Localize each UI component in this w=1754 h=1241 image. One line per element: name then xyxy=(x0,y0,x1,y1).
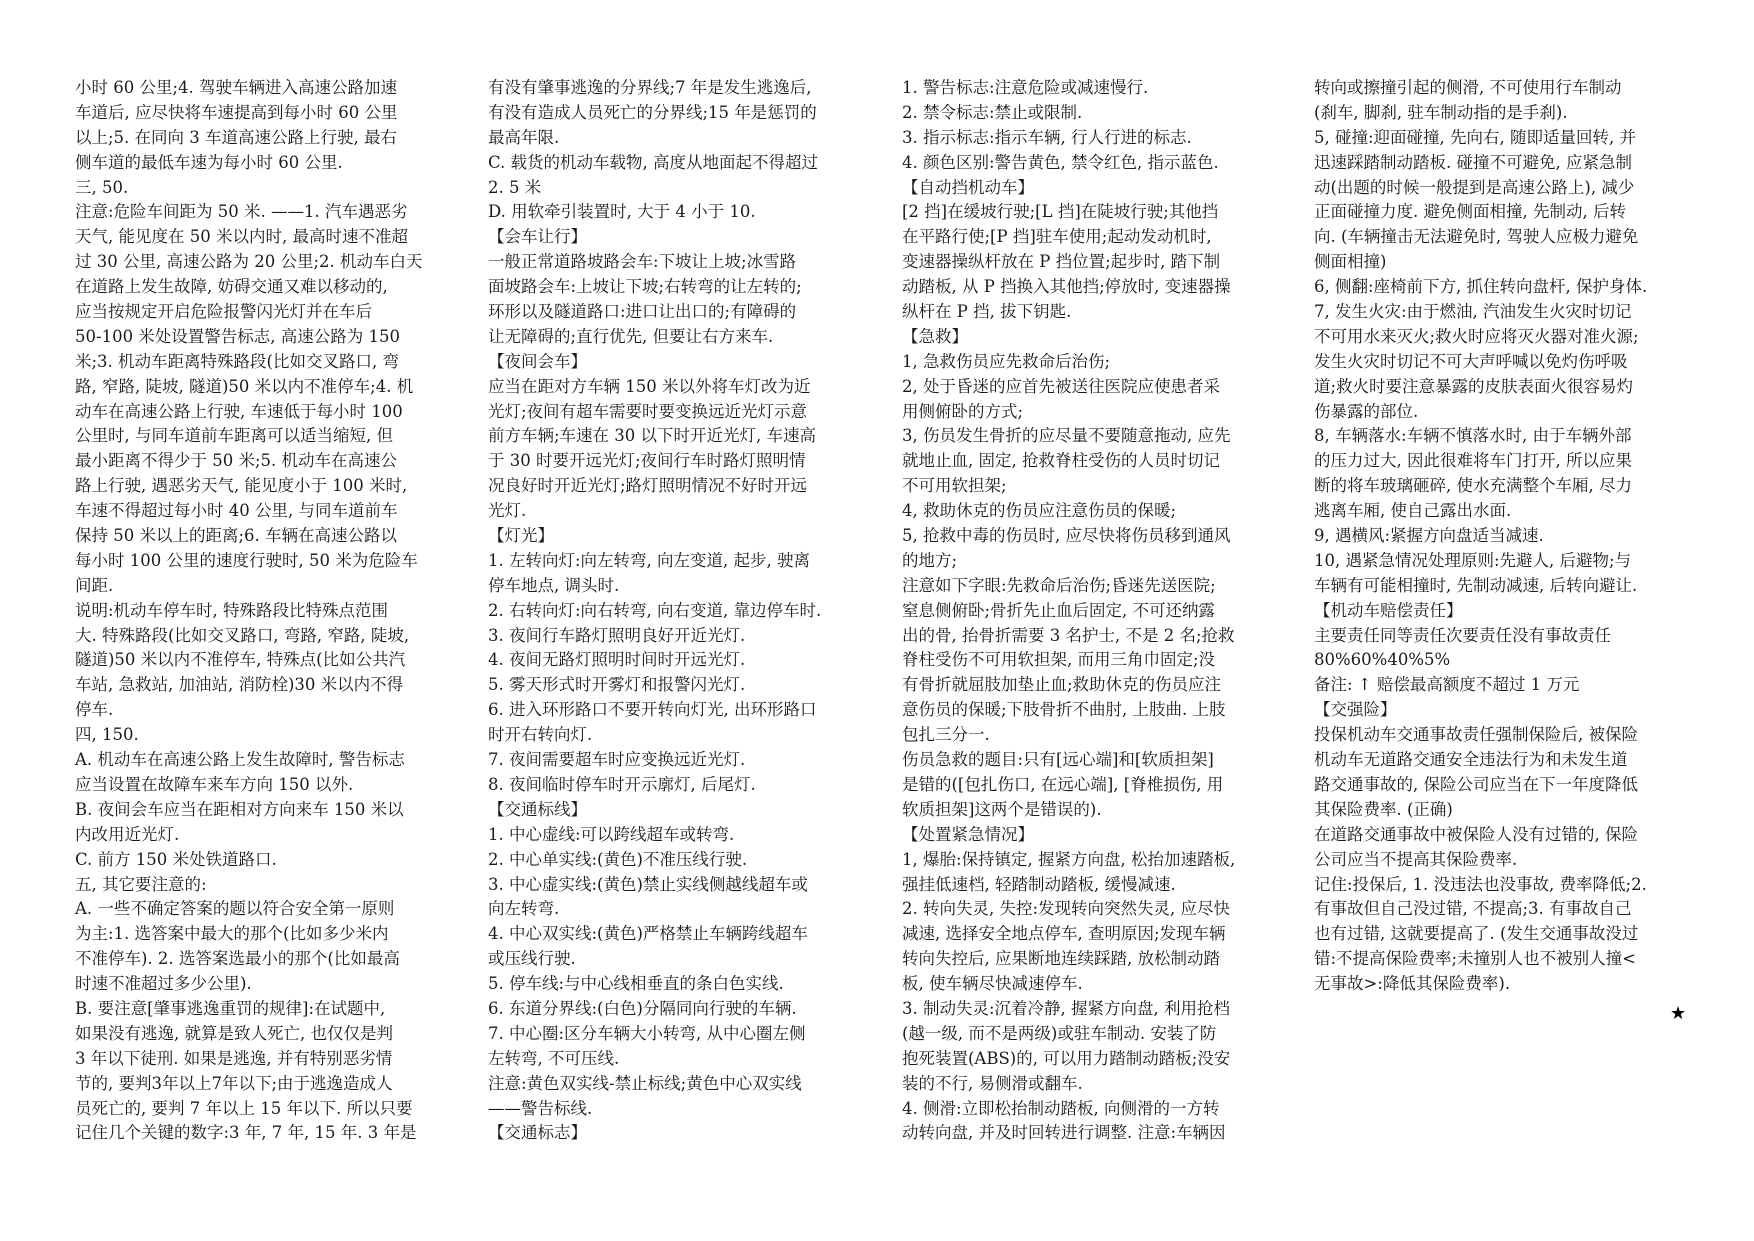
text-line: 装的不行, 易侧滑或翻车. xyxy=(902,1073,1083,1093)
text-line: D. 用软牵引装置时, 大于 4 小于 10. xyxy=(488,202,756,222)
text-line: 前方车辆;车速在 30 以下时开近光灯, 车速高 xyxy=(488,426,817,446)
text-line: 脊柱受伤不可用软担架, 而用三角巾固定;没 xyxy=(902,650,1216,670)
text-line: 3. 夜间行车路灯照明良好开近光灯. xyxy=(488,625,746,645)
text-line: 迅速踩踏制动踏板. 碰撞不可避免, 应紧急制 xyxy=(1314,152,1632,172)
text-line: 6. 东道分界线:(白色)分隔同向行驶的车辆. xyxy=(488,998,797,1018)
text-line: 时速不准超过多少公里). xyxy=(75,974,252,994)
text-line: 保持 50 米以上的距离;6. 车辆在高速公路以 xyxy=(75,526,398,546)
text-line: 动转向盘, 并及时回转进行调整. 注意:车辆因 xyxy=(902,1123,1226,1143)
text-line: 向. (车辆撞击无法避免时, 驾驶人应极力避免 xyxy=(1314,227,1639,247)
text-line: 2. 中心单实线:(黄色)不准压线行驶. xyxy=(488,849,748,869)
text-line: 四, 150. xyxy=(75,725,139,745)
text-line: 强挂低速档, 轻踏制动踏板, 缓慢减速. xyxy=(902,874,1176,894)
text-line: 5. 雾天形式时开雾灯和报警闪光灯. xyxy=(488,675,746,695)
text-line: 1. 警告标志:注意危险或减速慢行. xyxy=(902,78,1149,97)
text-line: 窒息侧俯卧;骨折先止血后固定, 不可还纳露 xyxy=(902,600,1216,620)
text-line: 侧车道的最低车速为每小时 60 公里. xyxy=(75,152,343,172)
text-line: 【处置紧急情况】 xyxy=(902,824,1034,844)
text-line: 伤暴露的部位. xyxy=(1314,401,1419,421)
text-line: 最高年限. xyxy=(488,127,560,147)
text-line: 有没有造成人员死亡的分界线;15 年是惩罚的 xyxy=(488,102,817,122)
text-line: 7. 夜间需要超车时应变换远近光灯. xyxy=(488,750,746,770)
text-line: 应当在距对方车辆 150 米以外将车灯改为近 xyxy=(488,376,811,396)
text-line: 2, 处于昏迷的应首先被送往医院应使患者采 xyxy=(902,376,1220,396)
text-line: 路上行驶, 遇恶劣天气, 能见度小于 100 米时, xyxy=(75,476,408,496)
text-line: 路, 窄路, 陡坡, 隧道)50 米以内不准停车;4. 机 xyxy=(75,376,414,396)
text-line: 【灯光】 xyxy=(488,526,554,546)
text-line: 9, 遇横风:紧握方向盘适当减速. xyxy=(1314,526,1544,546)
text-line: 不可用软担架; xyxy=(902,476,1007,496)
text-line: (刹车, 脚刹, 驻车制动指的是手刹). xyxy=(1314,102,1568,122)
text-line: 变速器操纵杆放在 P 挡位置;起步时, 踏下制 xyxy=(902,252,1221,272)
text-line: 4. 侧滑:立即松抬制动踏板, 向侧滑的一方转 xyxy=(902,1098,1220,1118)
text-line: 1. 左转向灯:向左转弯, 向左变道, 起步, 驶离 xyxy=(488,550,811,570)
text-line: 五, 其它要注意的: xyxy=(75,874,207,894)
text-line: 动踏板, 从 P 挡换入其他挡;停放时, 变速器操 xyxy=(902,277,1231,297)
text-line: 说明:机动车停车时, 特殊路段比特殊点范围 xyxy=(75,600,389,620)
text-line: C. 载货的机动车载物, 高度从地面起不得超过 xyxy=(488,152,819,172)
text-line: 发生火灾时切记不可大声呼喊以免灼伤呼吸 xyxy=(1314,351,1628,371)
text-line: 【交强险】 xyxy=(1314,700,1397,720)
text-line: 纵杆在 P 挡, 拔下钥匙. xyxy=(902,302,1072,322)
text-line: 车站, 急救站, 加油站, 消防栓)30 米以内不得 xyxy=(75,675,404,695)
text-line: 不可用水来灭火;救火时应将灭火器对准火源; xyxy=(1314,326,1639,346)
end-star-icon: ★ xyxy=(1670,1003,1687,1024)
text-line: 板, 使车辆尽快减速停车. xyxy=(902,974,1083,994)
text-line: 用侧俯卧的方式; xyxy=(902,401,1024,421)
text-line: 为主:1. 选答案中最大的那个(比如多少米内 xyxy=(75,924,389,944)
text-line: 动车在高速公路上行驶, 车速低于每小时 100 xyxy=(75,401,403,421)
text-line: 7. 中心圈:区分车辆大小转弯, 从中心圈左侧 xyxy=(488,1023,806,1043)
text-line: 于 30 时要开远光灯;夜间行车时路灯照明情 xyxy=(488,451,806,471)
text-line: 2. 禁令标志:禁止或限制. xyxy=(902,102,1083,122)
text-line: 4. 中心双实线:(黄色)严格禁止车辆跨线超车 xyxy=(488,924,808,944)
text-line: 公司应当不提高其保险费率. xyxy=(1314,849,1518,869)
text-line: 有没有肇事逃逸的分界线;7 年是发生逃逸后, xyxy=(488,78,812,97)
text-line: 转向失控后, 应果断地连续踩踏, 放松制动踏 xyxy=(902,949,1220,969)
text-line: 【夜间会车】 xyxy=(488,351,587,371)
text-line: 抱死装置(ABS)的, 可以用力踏制动踏板;没安 xyxy=(902,1048,1231,1068)
text-line: 左转弯, 不可压线. xyxy=(488,1048,620,1068)
text-line: 的压力过大, 因此很难将车门打开, 所以应果 xyxy=(1314,451,1632,471)
text-line: A. 一些不确定答案的题以符合安全第一原则 xyxy=(75,899,395,919)
text-line: 有事故但自己没过错, 不提高;3. 有事故自己 xyxy=(1314,899,1632,919)
text-line: 7, 发生火灾:由于燃油, 汽油发生火灾时切记 xyxy=(1314,302,1632,322)
text-line: 3 年以下徒刑. 如果是逃逸, 并有特别恶劣情 xyxy=(75,1048,393,1068)
text-line: 主要责任同等责任次要责任没有事故责任 xyxy=(1314,625,1611,645)
text-line: 1, 急救伤员应先救命后治伤; xyxy=(902,351,1111,371)
text-line: B. 要注意[肇事逃逸重罚的规律]:在试题中, xyxy=(75,998,386,1018)
text-line: 或压线行驶. xyxy=(488,949,576,969)
text-line: 减速, 选择安全地点停车, 查明原因;发现车辆 xyxy=(902,924,1226,944)
text-line: 转向或擦撞引起的侧滑, 不可使用行车制动 xyxy=(1314,78,1622,97)
text-line: 10, 遇紧急情况处理原则:先避人, 后避物;与 xyxy=(1314,550,1632,570)
text-line: 就地止血, 固定, 抢救脊柱受伤的人员时切记 xyxy=(902,451,1220,471)
text-line: 路交通事故的, 保险公司应当在下一年度降低 xyxy=(1314,774,1638,794)
text-line: 备注: ↑ 赔偿最高额度不超过 1 万元 xyxy=(1314,675,1580,695)
text-line: 注意:危险车间距为 50 米. ——1. 汽车遇恶劣 xyxy=(75,202,408,222)
text-line: 2. 5 米 xyxy=(488,177,542,197)
text-line: 【会车让行】 xyxy=(488,227,587,247)
text-line: 3. 中心虚实线:(黄色)禁止实线侧越线超车或 xyxy=(488,874,808,894)
text-line: (越一级, 而不是两级)或驻车制动. 安装了防 xyxy=(902,1023,1217,1043)
text-line: 3. 制动失灵:沉着冷静, 握紧方向盘, 利用抢档 xyxy=(902,998,1231,1018)
text-line: 6, 侧翻:座椅前下方, 抓住转向盘杆, 保护身体. xyxy=(1314,277,1648,297)
text-line: 以上;5. 在同向 3 车道高速公路上行驶, 最右 xyxy=(75,127,398,147)
text-line: 1. 中心虚线:可以跨线超车或转弯. xyxy=(488,824,735,844)
text-line: 在道路上发生故障, 妨碍交通又难以移动的, xyxy=(75,277,388,297)
text-line: 应当按规定开启危险报警闪光灯并在车后 xyxy=(75,302,372,322)
text-column-2 xyxy=(488,76,858,1146)
text-line: 【急救】 xyxy=(902,326,968,346)
text-line: 动(出题的时候一般提到是高速公路上), 减少 xyxy=(1314,177,1635,197)
text-line: 环形以及隧道路口:进口让出口的;有障碍的 xyxy=(488,302,797,322)
text-line: 时开右转向灯. xyxy=(488,725,593,745)
text-line: 车速不得超过每小时 40 公里, 与同车道前车 xyxy=(75,501,398,521)
text-line: 50-100 米处设置警告标志, 高速公路为 150 xyxy=(75,326,401,346)
text-line: 车辆有可能相撞时, 先制动减速, 后转向避让. xyxy=(1314,575,1638,595)
text-line: 天气, 能见度在 50 米以内时, 最高时速不准超 xyxy=(75,227,408,247)
text-line: 车道后, 应尽快将车速提高到每小时 60 公里 xyxy=(75,102,398,122)
text-line: 出的骨, 抬骨折需要 3 名护士, 不是 2 名;抢救 xyxy=(902,625,1235,645)
text-line: 道;救火时要注意暴露的皮肤表面火很容易灼 xyxy=(1314,376,1634,396)
text-column-4 xyxy=(1314,76,1684,997)
text-line: 意伤员的保暖;下肢骨折不曲肘, 上肢曲. 上肢 xyxy=(902,700,1226,720)
text-line: 最小距离不得少于 50 米;5. 机动车在高速公 xyxy=(75,451,398,471)
text-line: 在道路交通事故中被保险人没有过错的, 保险 xyxy=(1314,824,1638,844)
text-line: 让无障碍的;直行优先, 但要让右方来车. xyxy=(488,326,774,346)
text-line: 应当设置在故障车来车方向 150 以外. xyxy=(75,774,354,794)
text-line: 投保机动车交通事故责任强制保险后, 被保险 xyxy=(1314,725,1638,745)
text-line: 如果没有逃逸, 就算是致人死亡, 也仅仅是判 xyxy=(75,1023,393,1043)
text-line: 80%60%40%5% xyxy=(1314,650,1451,670)
text-line: 光灯. xyxy=(488,501,527,521)
text-line: 断的将车玻璃砸碎, 使水充满整个车厢, 尽力 xyxy=(1314,476,1632,496)
text-line: 停车地点, 调头时. xyxy=(488,575,620,595)
text-line: 一般正常道路坡路会车:下坡让上坡;冰雪路 xyxy=(488,252,797,272)
text-line: 3. 指示标志:指示车辆, 行人行进的标志. xyxy=(902,127,1192,147)
text-line: 2. 转向失灵, 失控:发现转向突然失灵, 应尽快 xyxy=(902,899,1231,919)
text-line: 软质担架]这两个是错误的). xyxy=(902,799,1102,819)
text-line: 在平路行使;[P 挡]驻车使用;起动发动机时, xyxy=(902,227,1212,247)
text-line: 【交通标线】 xyxy=(488,799,587,819)
text-line: 间距. xyxy=(75,575,114,595)
text-line: 内改用近光灯. xyxy=(75,824,180,844)
text-line: 【交通标志】 xyxy=(488,1123,587,1143)
text-line: [2 挡]在缓坡行驶;[L 挡]在陡坡行驶;其他挡 xyxy=(902,202,1219,222)
text-line: 过 30 公里, 高速公路为 20 公里;2. 机动车白天 xyxy=(75,252,423,272)
text-line: 记住:投保后, 1. 没违法也没事故, 费率降低;2. xyxy=(1314,874,1647,894)
text-line: 2. 右转向灯:向右转弯, 向右变道, 靠边停车时. xyxy=(488,600,822,620)
text-line: 不准停车). 2. 选答案选最小的那个(比如最高 xyxy=(75,949,400,969)
text-column-1 xyxy=(75,76,445,1146)
text-line: 员死亡的, 要判 7 年以上 15 年以下. 所以只要 xyxy=(75,1098,413,1118)
text-line: 5. 停车线:与中心线相垂直的条白色实线. xyxy=(488,974,784,994)
text-line: 4, 救助休克的伤员应注意伤员的保暖; xyxy=(902,501,1177,521)
text-line: 的地方; xyxy=(902,550,958,570)
text-line: 包扎三分一. xyxy=(902,725,990,745)
text-line: 隧道)50 米以内不准停车, 特殊点(比如公共汽 xyxy=(75,650,406,670)
text-line: 【机动车赔偿责任】 xyxy=(1314,600,1463,620)
text-line: 是错的([包扎伤口, 在远心端], [脊椎损伤, 用 xyxy=(902,774,1224,794)
text-line: 况良好时开近光灯;路灯照明情况不好时开远 xyxy=(488,476,808,496)
text-column-3 xyxy=(902,76,1272,1146)
text-line: 注意:黄色双实线-禁止标线;黄色中心双实线 xyxy=(488,1073,802,1093)
text-line: 4. 夜间无路灯照明时间时开远光灯. xyxy=(488,650,746,670)
text-line: 面坡路会车:上坡让下坡;右转弯的让左转的; xyxy=(488,277,802,297)
text-line: ——警告标线. xyxy=(488,1098,593,1118)
text-line: 也有过错, 这就要提高了. (发生交通事故没过 xyxy=(1314,924,1639,944)
text-line: 无事故>:降低其保险费率). xyxy=(1314,974,1511,994)
text-line: 8, 车辆落水:车辆不慎落水时, 由于车辆外部 xyxy=(1314,426,1632,446)
text-line: 正面碰撞力度. 避免侧面相撞, 先制动, 后转 xyxy=(1314,202,1626,222)
text-line: 1, 爆胎:保持镇定, 握紧方向盘, 松抬加速踏板, xyxy=(902,849,1236,869)
text-line: 停车. xyxy=(75,700,114,720)
text-line: 5, 碰撞:迎面碰撞, 先向右, 随即适量回转, 并 xyxy=(1314,127,1637,147)
text-line: 节的, 要判3年以上7年以下;由于逃逸造成人 xyxy=(75,1073,393,1093)
text-line: 【自动挡机动车】 xyxy=(902,177,1034,197)
text-line: 大. 特殊路段(比如交叉路口, 弯路, 窄路, 陡坡, xyxy=(75,625,410,645)
text-line: 向左转弯. xyxy=(488,899,560,919)
text-line: B. 夜间会车应当在距相对方向来车 150 米以 xyxy=(75,799,404,819)
text-line: 其保险费率. (正确) xyxy=(1314,799,1453,819)
text-line: 侧面相撞) xyxy=(1314,252,1387,272)
text-line: 记住几个关键的数字:3 年, 7 年, 15 年. 3 年是 xyxy=(75,1123,417,1143)
text-line: 逃离车厢, 使自己露出水面. xyxy=(1314,501,1512,521)
text-line: 3, 伤员发生骨折的应尽量不要随意拖动, 应先 xyxy=(902,426,1231,446)
text-line: 注意如下字眼:先救命后治伤;昏迷先送医院; xyxy=(902,575,1216,595)
text-line: 有骨折就屈肢加垫止血;救助休克的伤员应注 xyxy=(902,675,1222,695)
text-line: 5, 抢救中毒的伤员时, 应尽快将伤员移到通风 xyxy=(902,526,1231,546)
text-line: 光灯;夜间有超车需要时要变换远近光灯示意 xyxy=(488,401,808,421)
text-line: 8. 夜间临时停车时开示廓灯, 后尾灯. xyxy=(488,774,756,794)
text-line: 4. 颜色区别:警告黄色, 禁令红色, 指示蓝色. xyxy=(902,152,1219,172)
text-line: 三, 50. xyxy=(75,177,129,197)
text-line: 6. 进入环形路口不要开转向灯光, 出环形路口 xyxy=(488,700,817,720)
text-line: 小时 60 公里;4. 驾驶车辆进入高速公路加速 xyxy=(75,78,398,97)
text-line: 米;3. 机动车距离特殊路段(比如交叉路口, 弯 xyxy=(75,351,399,371)
text-line: 错:不提高保险费率;未撞别人也不被别人撞< xyxy=(1314,949,1636,969)
text-line: 每小时 100 公里的速度行驶时, 50 米为危险车 xyxy=(75,550,418,570)
text-line: 伤员急救的题目:只有[远心端]和[软质担架] xyxy=(902,750,1214,770)
text-line: A. 机动车在高速公路上发生故障时, 警告标志 xyxy=(75,750,405,770)
text-line: 公里时, 与同车道前车距离可以适当缩短, 但 xyxy=(75,426,393,446)
text-line: 机动车无道路交通安全违法行为和未发生道 xyxy=(1314,750,1628,770)
text-line: C. 前方 150 米处铁道路口. xyxy=(75,849,277,869)
